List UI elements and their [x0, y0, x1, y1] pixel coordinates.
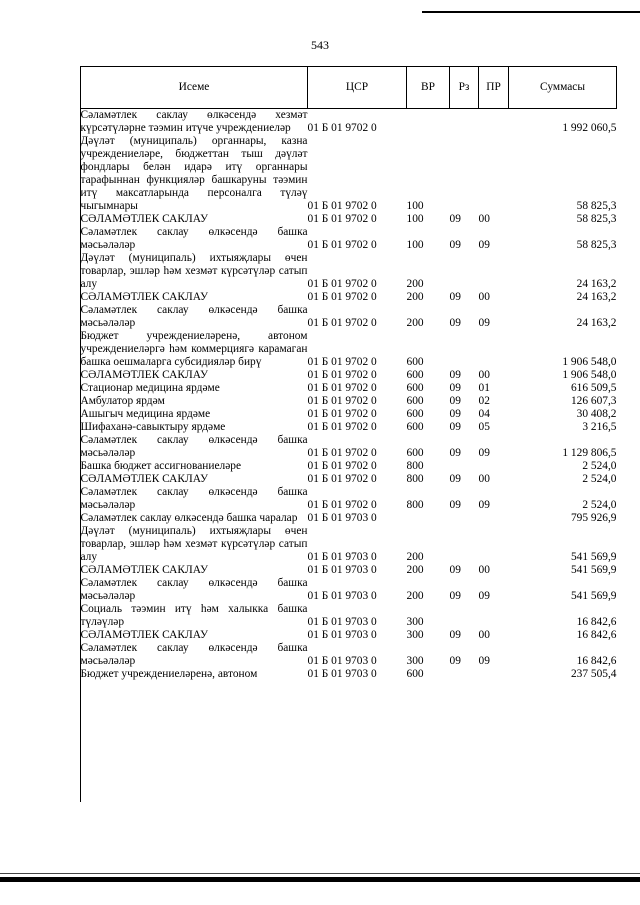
cell-rz — [450, 135, 479, 213]
cell-name: Сәламәтлек саклау өлкәсендә башка мәсьәләләр — [80, 226, 308, 251]
cell-csr: 01 Б 01 9702 0 — [307, 278, 377, 290]
cell-pr: 00 — [478, 629, 490, 641]
cell-rz: 09 — [449, 629, 461, 641]
cell-name: Бюджет учреждениеләренә, автоном учреждениеләргә һәм коммерциягә карамаган башка оешмаларга субсидияләр бирү — [80, 330, 308, 368]
cell-pr: 00 — [478, 564, 490, 576]
table-row — [81, 395, 617, 408]
cell-vr: 600 — [406, 395, 424, 407]
cell-pr: 00 — [478, 213, 490, 225]
cell-name: Сәламәтлек саклау өлкәсендә башка чаралар — [80, 512, 298, 524]
cell-rz — [450, 460, 479, 473]
cell-pr — [479, 525, 509, 564]
cell-vr: 100 — [406, 200, 424, 212]
table-row — [81, 304, 617, 330]
cell-name: Шифаханә-савыктыру ярдәме — [80, 421, 226, 433]
cell-sum: 16 842,6 — [576, 616, 617, 628]
cell-rz — [450, 525, 479, 564]
cell-pr — [479, 460, 509, 473]
top-edge-rule — [422, 11, 640, 13]
cell-sum: 541 569,9 — [570, 564, 617, 576]
page-number: 543 — [311, 38, 329, 52]
cell-name: Сәламәтлек саклау өлкәсендә башка мәсьәләләр — [80, 434, 308, 459]
table-row — [81, 577, 617, 603]
cell-rz: 09 — [449, 291, 461, 303]
cell-vr: 200 — [406, 590, 424, 602]
cell-vr: 300 — [406, 655, 424, 667]
cell-vr: 600 — [406, 356, 424, 368]
cell-name: Сәламәтлек саклау өлкәсендә башка мәсьәләләр — [80, 486, 308, 511]
cell-rz — [450, 512, 479, 525]
header-sum: Суммасы — [509, 67, 617, 109]
cell-sum: 1 906 548,0 — [562, 356, 617, 368]
cell-name: Дәүләт (муниципаль) органнары, казна учреждениеләре, бюджеттан тыш дәүләт фондлары белән идарә итү органнары тарафыннан функцияләр башкаруны тәэмин итү максатларында персоналга түләү чыгымнары — [80, 135, 308, 212]
cell-pr — [479, 252, 509, 291]
table-row — [81, 252, 617, 291]
cell-csr: 01 Б 01 9703 0 — [307, 551, 377, 563]
cell-rz: 09 — [449, 239, 461, 251]
cell-sum: 58 825,3 — [576, 213, 617, 225]
table-row — [81, 408, 617, 421]
cell-csr: 01 Б 01 9702 0 — [307, 122, 377, 134]
cell-rz: 09 — [449, 473, 461, 485]
cell-csr: 01 Б 01 9703 0 — [307, 564, 377, 576]
cell-csr: 01 Б 01 9702 0 — [307, 408, 377, 420]
cell-csr: 01 Б 01 9702 0 — [307, 395, 377, 407]
cell-sum: 24 163,2 — [576, 291, 617, 303]
table-row — [81, 226, 617, 252]
table-row — [81, 525, 617, 564]
cell-pr: 04 — [478, 408, 490, 420]
cell-sum: 58 825,3 — [576, 239, 617, 251]
cell-rz: 09 — [449, 499, 461, 511]
table-left-border — [80, 107, 81, 802]
cell-vr: 600 — [406, 447, 424, 459]
cell-rz: 09 — [449, 655, 461, 667]
cell-pr — [479, 512, 509, 525]
cell-vr: 100 — [406, 213, 424, 225]
cell-name: СӘЛАМӘТЛЕК САКЛАУ — [80, 564, 209, 576]
cell-sum: 2 524,0 — [582, 460, 617, 472]
scan-bottom-line — [0, 873, 640, 874]
cell-sum: 1 992 060,5 — [562, 122, 617, 134]
cell-vr: 800 — [406, 460, 424, 472]
cell-sum: 541 569,9 — [570, 551, 617, 563]
cell-csr: 01 Б 01 9702 0 — [307, 447, 377, 459]
cell-vr: 200 — [406, 551, 424, 563]
cell-csr: 01 Б 01 9702 0 — [307, 382, 377, 394]
cell-vr: 200 — [406, 564, 424, 576]
table-row — [81, 109, 617, 136]
cell-pr: 09 — [478, 590, 490, 602]
cell-pr — [479, 109, 509, 136]
cell-rz — [450, 109, 479, 136]
cell-csr: 01 Б 01 9702 0 — [307, 317, 377, 329]
cell-vr: 200 — [406, 291, 424, 303]
cell-sum: 58 825,3 — [576, 200, 617, 212]
cell-csr: 01 Б 01 9702 0 — [307, 356, 377, 368]
table-row — [81, 668, 617, 681]
cell-rz: 09 — [449, 369, 461, 381]
cell-name: СӘЛАМӘТЛЕК САКЛАУ — [80, 629, 209, 641]
cell-vr: 200 — [406, 317, 424, 329]
cell-csr: 01 Б 01 9702 0 — [307, 460, 377, 472]
table-row — [81, 291, 617, 304]
table-row — [81, 512, 617, 525]
cell-csr: 01 Б 01 9703 0 — [307, 668, 377, 680]
cell-name: Башка бюджет ассигнованиеләре — [80, 460, 242, 472]
cell-pr — [479, 135, 509, 213]
cell-csr: 01 Б 01 9702 0 — [307, 473, 377, 485]
cell-vr: 600 — [406, 369, 424, 381]
budget-table — [80, 66, 617, 681]
cell-rz — [450, 668, 479, 681]
cell-csr: 01 Б 01 9703 0 — [307, 616, 377, 628]
cell-rz — [450, 330, 479, 369]
table-row — [81, 473, 617, 486]
cell-rz: 09 — [449, 213, 461, 225]
header-pr: ПР — [479, 67, 509, 109]
cell-csr: 01 Б 01 9703 0 — [307, 512, 377, 524]
cell-sum: 616 509,5 — [570, 382, 617, 394]
cell-sum: 1 129 806,5 — [562, 447, 617, 459]
cell-vr — [407, 512, 450, 525]
cell-name: Сәламәтлек саклау өлкәсендә хезмәт күрсәтүләрне тәэмин итүче учреждениеләр — [80, 109, 308, 134]
cell-name: Амбулатор ярдәм — [80, 395, 165, 407]
cell-rz: 09 — [449, 564, 461, 576]
cell-csr: 01 Б 01 9702 0 — [307, 421, 377, 433]
cell-vr: 600 — [406, 408, 424, 420]
cell-csr: 01 Б 01 9702 0 — [307, 291, 377, 303]
cell-pr: 05 — [478, 421, 490, 433]
table-row — [81, 135, 617, 213]
cell-vr: 200 — [406, 278, 424, 290]
cell-rz: 09 — [449, 317, 461, 329]
cell-pr: 02 — [478, 395, 490, 407]
header-rz: Рз — [450, 67, 479, 109]
table-row — [81, 369, 617, 382]
cell-csr: 01 Б 01 9702 0 — [307, 499, 377, 511]
cell-vr: 800 — [406, 499, 424, 511]
cell-pr — [479, 668, 509, 681]
table-row — [81, 603, 617, 629]
cell-vr: 300 — [406, 616, 424, 628]
table-row — [81, 642, 617, 668]
header-vr: ВР — [407, 67, 450, 109]
table-row — [81, 382, 617, 395]
cell-rz: 09 — [449, 382, 461, 394]
cell-name: Бюджет учреждениеләренә, автоном — [80, 668, 258, 680]
table-row — [81, 564, 617, 577]
cell-rz: 09 — [449, 590, 461, 602]
cell-sum: 3 216,5 — [582, 421, 617, 433]
cell-csr: 01 Б 01 9702 0 — [307, 200, 377, 212]
cell-pr: 09 — [478, 317, 490, 329]
cell-sum: 2 524,0 — [582, 499, 617, 511]
cell-pr: 09 — [478, 239, 490, 251]
cell-vr: 600 — [406, 668, 424, 680]
cell-csr: 01 Б 01 9702 0 — [307, 213, 377, 225]
cell-sum: 24 163,2 — [576, 317, 617, 329]
cell-pr — [479, 603, 509, 629]
cell-name: Социаль тәэмин итү һәм халыкка башка түләүләр — [80, 603, 308, 628]
cell-pr: 00 — [478, 369, 490, 381]
cell-vr: 800 — [406, 473, 424, 485]
scan-bottom-band — [0, 877, 640, 882]
table-row — [81, 460, 617, 473]
cell-name: Сәламәтлек саклау өлкәсендә башка мәсьәләләр — [80, 577, 308, 602]
header-csr: ЦСР — [308, 67, 407, 109]
cell-rz: 09 — [449, 421, 461, 433]
cell-name: Сәламәтлек саклау өлкәсендә башка мәсьәләләр — [80, 642, 308, 667]
table-row — [81, 434, 617, 460]
cell-sum: 30 408,2 — [576, 408, 617, 420]
cell-name: Дәүләт (муниципаль) ихтыяҗлары өчен товарлар, эшләр һәм хезмәт күрсәтүләр сатып алу — [80, 525, 308, 563]
cell-sum: 126 607,3 — [570, 395, 617, 407]
cell-name: СӘЛАМӘТЛЕК САКЛАУ — [80, 473, 209, 485]
cell-name: Сәламәтлек саклау өлкәсендә башка мәсьәләләр — [80, 304, 308, 329]
cell-name: Дәүләт (муниципаль) ихтыяҗлары өчен товарлар, эшләр һәм хезмәт күрсәтүләр сатып алу — [80, 252, 308, 290]
table-row — [81, 486, 617, 512]
cell-pr: 00 — [478, 291, 490, 303]
cell-sum: 16 842,6 — [576, 629, 617, 641]
cell-pr: 01 — [478, 382, 490, 394]
cell-name: Ашыгыч медицина ярдәме — [80, 408, 211, 420]
cell-name: СӘЛАМӘТЛЕК САКЛАУ — [80, 213, 209, 225]
cell-sum: 24 163,2 — [576, 278, 617, 290]
cell-name: СӘЛАМӘТЛЕК САКЛАУ — [80, 291, 209, 303]
cell-csr: 01 Б 01 9703 0 — [307, 590, 377, 602]
cell-rz — [450, 252, 479, 291]
cell-sum: 1 906 548,0 — [562, 369, 617, 381]
cell-csr: 01 Б 01 9702 0 — [307, 369, 377, 381]
cell-sum: 541 569,9 — [570, 590, 617, 602]
cell-pr: 09 — [478, 499, 490, 511]
cell-sum: 237 505,4 — [570, 668, 617, 680]
cell-pr: 09 — [478, 655, 490, 667]
table-row — [81, 330, 617, 369]
cell-vr: 300 — [406, 629, 424, 641]
cell-vr: 600 — [406, 382, 424, 394]
cell-pr: 09 — [478, 447, 490, 459]
cell-rz: 09 — [449, 395, 461, 407]
cell-rz: 09 — [449, 447, 461, 459]
cell-name: СӘЛАМӘТЛЕК САКЛАУ — [80, 369, 209, 381]
header-name: Исеме — [81, 67, 308, 109]
cell-csr: 01 Б 01 9703 0 — [307, 655, 377, 667]
cell-rz: 09 — [449, 408, 461, 420]
cell-csr: 01 Б 01 9702 0 — [307, 239, 377, 251]
cell-rz — [450, 603, 479, 629]
cell-vr: 600 — [406, 421, 424, 433]
table-header-row — [81, 67, 617, 109]
table-row — [81, 421, 617, 434]
table-row — [81, 213, 617, 226]
cell-vr: 100 — [406, 239, 424, 251]
cell-name: Стационар медицина ярдәме — [80, 382, 220, 394]
cell-pr: 00 — [478, 473, 490, 485]
cell-sum: 16 842,6 — [576, 655, 617, 667]
cell-pr — [479, 330, 509, 369]
cell-vr — [407, 109, 450, 136]
cell-sum: 795 926,9 — [570, 512, 617, 524]
cell-sum: 2 524,0 — [582, 473, 617, 485]
cell-csr: 01 Б 01 9703 0 — [307, 629, 377, 641]
table-row — [81, 629, 617, 642]
